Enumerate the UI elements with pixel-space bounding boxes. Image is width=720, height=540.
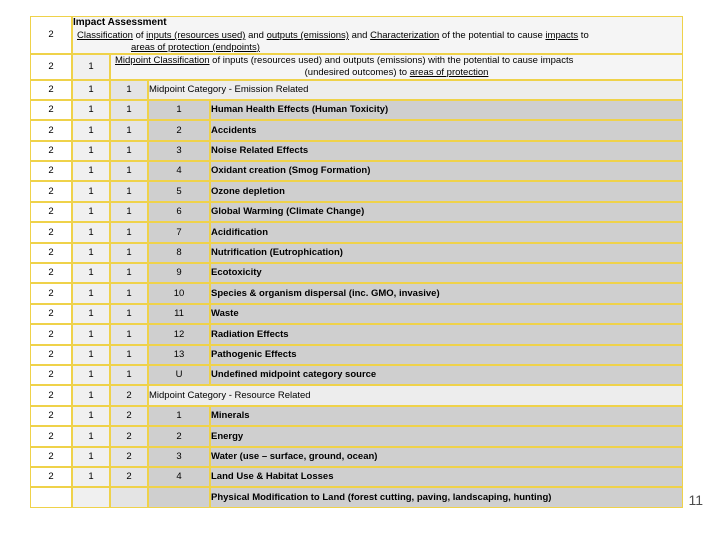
cell-level3: 1 [110, 222, 148, 242]
cell-level1: 2 [30, 406, 72, 426]
table-row-emission-category [30, 243, 683, 263]
cell-level1: 2 [30, 324, 72, 344]
desc-text-b: of [132, 30, 147, 42]
areas-of-protection-term: areas of protection [409, 66, 489, 78]
outputs-term: outputs (emissions) [266, 30, 349, 42]
cell-level3: 1 [110, 120, 148, 140]
desc-text-d: and [245, 30, 267, 42]
cell-level3: 1 [110, 100, 148, 120]
cell-level4: 13 [148, 345, 210, 365]
cell-level4: 8 [148, 243, 210, 263]
desc-text-j: to [578, 30, 589, 42]
table-row-emission-category [30, 304, 683, 324]
cell-level4: 4 [148, 467, 210, 487]
cell-level1: 2 [30, 202, 72, 222]
cell-level4: 3 [148, 141, 210, 161]
cell-category-name: Minerals [210, 406, 683, 426]
cell-level1: 2 [30, 365, 72, 385]
areas-of-protection-endpoints-term: areas of protection (endpoints) [131, 41, 260, 53]
cell-level1: 2 [30, 80, 72, 100]
cell-category-name: Acidification [210, 222, 683, 242]
table-row-emission-category [30, 222, 683, 242]
midpoint-desc-line2 [111, 67, 682, 79]
cell-level4: 2 [148, 120, 210, 140]
cell-category-name: Energy [210, 426, 683, 446]
cell-level1: 2 [30, 243, 72, 263]
cell-resource-group-label: Midpoint Category - Resource Related [148, 385, 683, 405]
cell-category-name: Global Warming (Climate Change) [210, 202, 683, 222]
cell-level2: 1 [72, 161, 110, 181]
cell-level4: 4 [148, 161, 210, 181]
table-row-resource-group-header [30, 385, 683, 405]
cell-midpoint-classification-description [110, 54, 683, 79]
impact-assessment-desc-line2 [73, 42, 682, 54]
cell-level2: 1 [72, 304, 110, 324]
cell-category-name: Nutrification (Eutrophication) [210, 243, 683, 263]
cell-level2: 1 [72, 263, 110, 283]
cell-level3: 2 [110, 406, 148, 426]
cell-level4 [148, 487, 210, 507]
midpoint-desc-line1 [111, 55, 682, 67]
cell-level2: 1 [72, 100, 110, 120]
cell-level3: 1 [110, 243, 148, 263]
cell-level4: U [148, 365, 210, 385]
cell-level1: 2 [30, 120, 72, 140]
cell-level1: 2 [30, 181, 72, 201]
cell-level4: 9 [148, 263, 210, 283]
table-row-resource-category [30, 406, 683, 426]
table-row-emission-category [30, 345, 683, 365]
table-row-emission-category [30, 263, 683, 283]
cell-level3: 1 [110, 324, 148, 344]
table-row-physical-modification [30, 487, 683, 507]
cell-level4: 1 [148, 406, 210, 426]
impact-assessment-heading: Impact Assessment [73, 17, 167, 28]
impacts-term: impacts [545, 30, 579, 42]
classification-term: Classification [77, 30, 133, 42]
cell-category-name: Accidents [210, 120, 683, 140]
cell-category-name: Water (use – surface, ground, ocean) [210, 447, 683, 467]
midpoint-text-b: of inputs (resources used) and outputs (emissions) with the potential to cause impacts [209, 55, 574, 67]
cell-level2: 1 [72, 324, 110, 344]
cell-emission-group-label: Midpoint Category - Emission Related [148, 80, 683, 100]
cell-level3: 1 [110, 161, 148, 181]
cell-level1: 2 [30, 447, 72, 467]
cell-level2: 1 [72, 243, 110, 263]
cell-level1: 2 [30, 16, 72, 54]
impact-assessment-table [30, 16, 683, 508]
cell-level2: 1 [72, 202, 110, 222]
table-row-emission-category [30, 181, 683, 201]
table-row-midpoint-classification [30, 54, 683, 79]
cell-level1 [30, 487, 72, 507]
cell-level1: 2 [30, 283, 72, 303]
cell-level2: 1 [72, 426, 110, 446]
cell-level2: 1 [72, 141, 110, 161]
cell-level3: 2 [110, 447, 148, 467]
cell-category-name: Pathogenic Effects [210, 345, 683, 365]
cell-level4: 3 [148, 447, 210, 467]
cell-level3: 2 [110, 467, 148, 487]
cell-level2: 1 [72, 406, 110, 426]
table-row-emission-category [30, 202, 683, 222]
cell-level3: 1 [110, 263, 148, 283]
cell-level3: 1 [110, 365, 148, 385]
cell-level3: 1 [110, 80, 148, 100]
cell-level2: 1 [72, 283, 110, 303]
cell-level3: 1 [110, 283, 148, 303]
table-row-resource-category [30, 447, 683, 467]
desc-text-h: of the potential to cause [439, 30, 546, 42]
cell-level3: 1 [110, 304, 148, 324]
cell-level2: 1 [72, 222, 110, 242]
cell-level1: 2 [30, 304, 72, 324]
cell-level1: 2 [30, 100, 72, 120]
table-row-emission-group-header [30, 80, 683, 100]
table-row-resource-category [30, 467, 683, 487]
table-row-emission-category [30, 324, 683, 344]
cell-level3: 1 [110, 141, 148, 161]
cell-level1: 2 [30, 426, 72, 446]
table-row-emission-category [30, 283, 683, 303]
cell-level1: 2 [30, 54, 72, 79]
cell-category-name: Species & organism dispersal (inc. GMO, invasive) [210, 283, 683, 303]
cell-level3: 1 [110, 181, 148, 201]
table-row-emission-category [30, 141, 683, 161]
cell-category-name: Land Use & Habitat Losses [210, 467, 683, 487]
cell-level4: 11 [148, 304, 210, 324]
table-row-impact-assessment [30, 16, 683, 54]
cell-level3: 1 [110, 202, 148, 222]
cell-level2: 1 [72, 345, 110, 365]
cell-level3: 1 [110, 345, 148, 365]
cell-level4: 5 [148, 181, 210, 201]
cell-category-name: Radiation Effects [210, 324, 683, 344]
desc-text-f: and [348, 30, 371, 42]
cell-level4: 7 [148, 222, 210, 242]
cell-level2 [72, 487, 110, 507]
cell-category-name: Noise Related Effects [210, 141, 683, 161]
cell-level1: 2 [30, 141, 72, 161]
page-number: 11 [688, 492, 703, 508]
cell-category-name: Physical Modification to Land (forest cutting, paving, landscaping, hunting) [210, 487, 683, 507]
cell-level4: 12 [148, 324, 210, 344]
table-row-emission-category [30, 365, 683, 385]
cell-level4: 10 [148, 283, 210, 303]
cell-category-name: Human Health Effects (Human Toxicity) [210, 100, 683, 120]
cell-level1: 2 [30, 161, 72, 181]
cell-level2: 1 [72, 181, 110, 201]
cell-level1: 2 [30, 467, 72, 487]
cell-level3: 2 [110, 385, 148, 405]
cell-level2: 1 [72, 80, 110, 100]
cell-level2: 1 [72, 385, 110, 405]
cell-level2: 1 [72, 54, 110, 79]
cell-level4: 1 [148, 100, 210, 120]
cell-level2: 1 [72, 467, 110, 487]
table-row-resource-category [30, 426, 683, 446]
cell-level1: 2 [30, 222, 72, 242]
cell-level1: 2 [30, 263, 72, 283]
cell-level4: 2 [148, 426, 210, 446]
table-row-emission-category [30, 120, 683, 140]
cell-level2: 1 [72, 120, 110, 140]
cell-category-name: Undefined midpoint category source [210, 365, 683, 385]
cell-level1: 2 [30, 385, 72, 405]
cell-level2: 1 [72, 365, 110, 385]
table-row-emission-category [30, 161, 683, 181]
midpoint-text-c: (undesired outcomes) to [304, 66, 410, 78]
characterization-term: Characterization [370, 30, 440, 42]
cell-impact-assessment-description [72, 16, 683, 54]
cell-category-name: Waste [210, 304, 683, 324]
impact-assessment-desc-line1 [73, 30, 682, 42]
table-row-emission-category [30, 100, 683, 120]
cell-category-name: Ecotoxicity [210, 263, 683, 283]
midpoint-classification-term: Midpoint Classification [115, 55, 210, 67]
cell-category-name: Ozone depletion [210, 181, 683, 201]
cell-level1: 2 [30, 345, 72, 365]
cell-category-name: Oxidant creation (Smog Formation) [210, 161, 683, 181]
cell-level3: 2 [110, 426, 148, 446]
cell-level3 [110, 487, 148, 507]
inputs-term: inputs (resources used) [146, 30, 246, 42]
cell-level2: 1 [72, 447, 110, 467]
cell-level4: 6 [148, 202, 210, 222]
